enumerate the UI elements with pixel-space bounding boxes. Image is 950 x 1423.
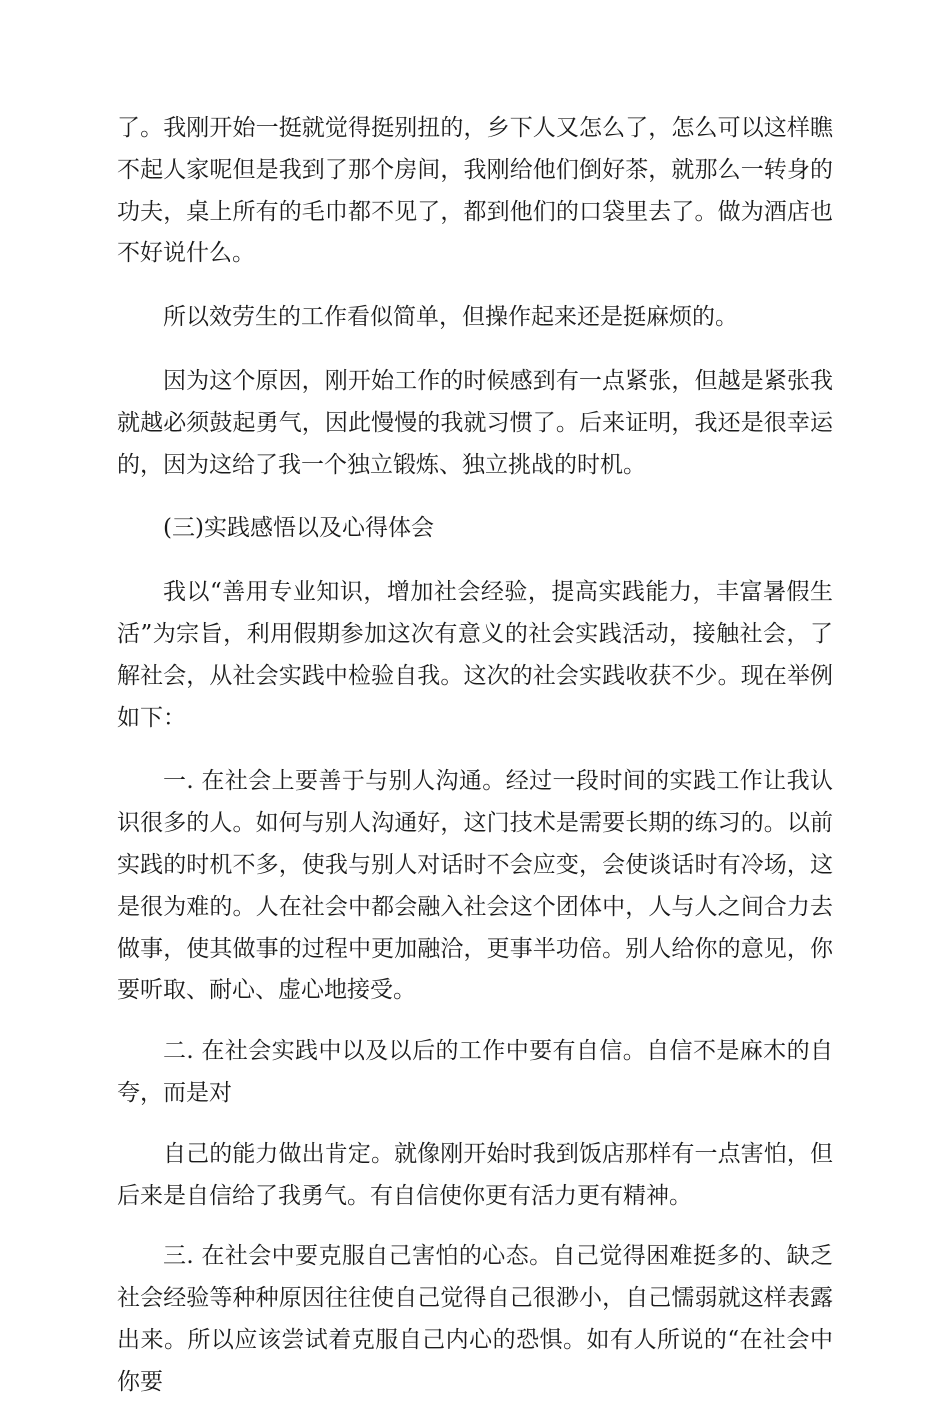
paragraph-waiter-work: 所以效劳生的工作看似简单，但操作起来还是挺麻烦的。 bbox=[163, 304, 738, 331]
paragraph-nervous: 因为这个原因，刚开始工作的时候感到有一点紧张，但越是紧张我就越必须鼓起勇气，因此慢慢的我就习惯了。后来证明，我还是很幸运的，因为这给了我一个独立锻炼、独立挑战的时机。 bbox=[117, 367, 833, 478]
paragraph-point-two: 二. 在社会实践中以及以后的工作中要有自信。自信不是麻木的自夸，而是对 bbox=[117, 1038, 833, 1106]
document-body bbox=[117, 108, 833, 1423]
paragraph-continuation: 了。我刚开始一挺就觉得挺别扭的，乡下人又怎么了，怎么可以这样瞧不起人家呢但是我到了那个房间，我刚给他们倒好茶，就那么一转身的功夫，桌上所有的毛巾都不见了，都到他们的口袋里去了。做为酒店也不好说什么。 bbox=[117, 115, 833, 267]
paragraph-point-three: 三. 在社会中要克服自己害怕的心态。自己觉得困难挺多的、缺乏社会经验等种种原因往往使自己觉得自己很渺小，自己懦弱就这样表露出来。所以应该尝试着克服自己内心的恐惧。如有人所说的“在社会中你要 bbox=[117, 1243, 833, 1395]
paragraph-point-two-continued: 自己的能力做出肯定。就像刚开始时我到饭店那样有一点害怕，但后来是自信给了我勇气。有自信使你更有活力更有精神。 bbox=[117, 1140, 833, 1209]
section-heading: (三)实践感悟以及心得体会 bbox=[163, 515, 434, 542]
paragraph-purpose: 我以“善用专业知识，增加社会经验，提高实践能力，丰富暑假生活”为宗旨，利用假期参加这次有意义的社会实践活动，接触社会，了解社会，从社会实践中检验自我。这次的社会实践收获不少。现在举例如下： bbox=[117, 579, 833, 731]
paragraph-point-one: 一. 在社会上要善于与别人沟通。经过一段时间的实践工作让我认识很多的人。如何与别人沟通好，这门技术是需要长期的练习的。以前实践的时机不多，使我与别人对话时不会应变，会使谈话时有冷场，这是很为难的。人在社会中都会融入社会这个团体中，人与人之间合力去做事，使其做事的过程中更加融洽，更事半功倍。别人给你的意见，你要听取、耐心、虚心地接受。 bbox=[117, 768, 833, 1004]
